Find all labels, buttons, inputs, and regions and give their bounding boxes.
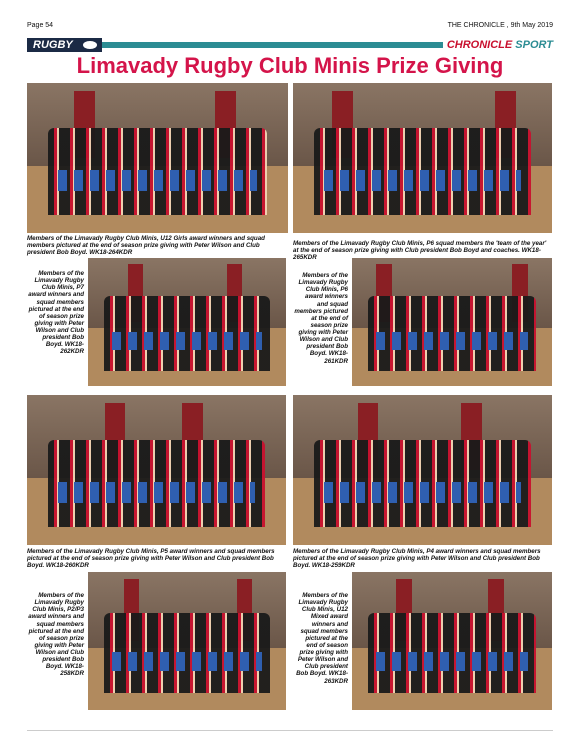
photo-p7 xyxy=(88,258,286,386)
section-label: RUGBY xyxy=(27,38,102,52)
brand-sport: SPORT xyxy=(515,39,553,51)
page-title: Limavady Rugby Club Minis Prize Giving xyxy=(76,53,504,78)
issue-date: THE CHRONICLE , 9th May 2019 xyxy=(447,22,553,29)
section-bar xyxy=(27,38,553,52)
brand-logo xyxy=(447,38,553,52)
photo-u12-girls xyxy=(27,83,288,233)
photo-p2-p3 xyxy=(88,572,286,710)
page-number: Page 54 xyxy=(27,22,54,29)
photo-p6-team xyxy=(293,83,552,233)
caption-p6-award: Members of the Limavady Rugby Club Minis, P6 award winners and squad members pictured at the end of season prize giving with Peter Wilson and Club president Bob Boyd. WK18-261KDR xyxy=(294,272,348,365)
caption-u12-mixed: Members of the Limavady Rugby Club Minis, U12 Mixed award winners and squad members pictured at the end of season prize giving with Peter Wilson and Club president Bob Boyd. WK18-263KDR xyxy=(296,592,348,685)
photo-p4 xyxy=(293,395,552,545)
page-header-line xyxy=(27,22,553,32)
brand-name: CHRONICLE xyxy=(446,39,513,51)
photo-p5 xyxy=(27,395,286,545)
caption-p5: Members of the Limavady Rugby Club Minis, P5 award winners and squad members pictured at the end of season prize giving with Peter Wilson and Club president Bob Boyd. WK18-260KDR xyxy=(27,548,275,570)
footer-rule xyxy=(27,730,553,731)
caption-p7: Members of the Limavady Rugby Club Minis, P7 award winners and squad members pictured at the end of season prize giving with Peter Wilson and Club president Bob Boyd. WK18-262KDR xyxy=(28,270,84,356)
photo-u12-mixed xyxy=(352,572,552,710)
photo-p6-award xyxy=(352,258,552,386)
caption-p6-team: Members of the Limavady Rugby Club Minis, P6 squad members the 'team of the year' at the end of season prize giving with Club president Bob Boyd and coaches. WK18-265KDR xyxy=(293,240,547,262)
caption-p2-p3: Members of the Limavady Rugby Club Minis, P2/P3 award winners and squad members pictured at the end of season prize giving with Peter Wilson and Club president Bob Boyd. WK18-258KDR xyxy=(28,592,84,678)
caption-p4: Members of the Limavady Rugby Club Minis, P4 award winners and squad members pictured at the end of season prize giving with Peter Wilson and Club president Bob Boyd. WK18-259KDR xyxy=(293,548,541,570)
section-rule xyxy=(102,42,443,48)
caption-u12-girls: Members of the Limavady Rugby Club Minis, U12 Girls award winners and squad members pictured at the end of season prize giving with Peter Wilson and Club president Bob Boyd. WK18-264KDR xyxy=(27,235,265,257)
rugby-ball-icon xyxy=(83,41,97,49)
